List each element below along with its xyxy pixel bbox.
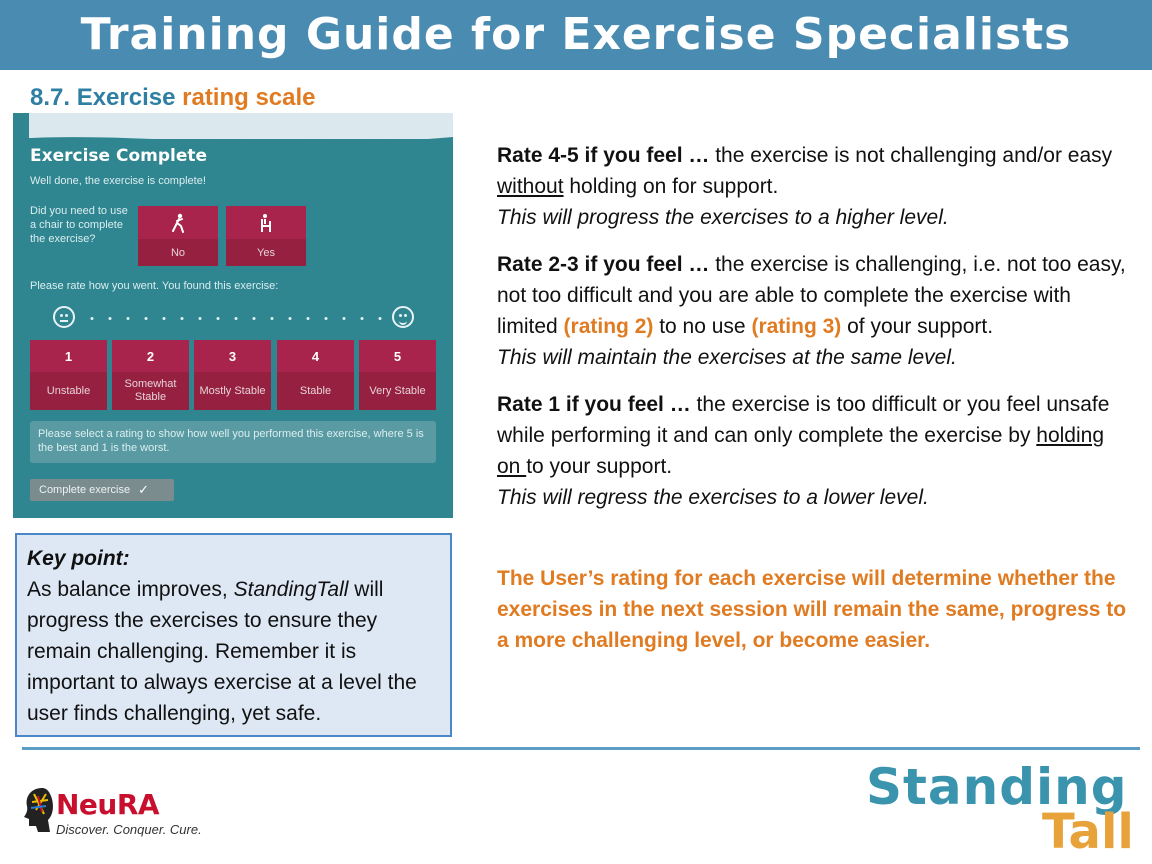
section-accent: rating scale	[182, 84, 316, 111]
rate-1-paragraph	[497, 389, 1127, 513]
rating-number: 1	[64, 348, 73, 364]
neura-name: NeuRA	[56, 788, 160, 821]
rating-label: Mostly Stable	[194, 372, 271, 410]
key-point-text-2: will progress the exercises to ensure they remain challenging. Remember it is important to always exercise at a level the user finds challenging, yet safe.	[27, 578, 417, 725]
rating-label: Very Stable	[359, 372, 436, 410]
rating-info-box: Please select a rating to show how well you performed this exercise, where 5 is the best and 1 is the worst.	[30, 421, 436, 463]
summary-text: The User’s rating for each exercise will determine whether the exercises in the next session will remain the same, progress to a more challenging level, or become easier.	[497, 567, 1127, 652]
rating-slider-track[interactable]	[83, 317, 393, 320]
key-point-title: Key point:	[27, 547, 130, 570]
chair-question: Did you need to use a chair to complete the exercise?	[30, 205, 128, 245]
rating-number: 3	[228, 348, 237, 364]
rating-number: 2	[146, 348, 155, 364]
checkmark-icon: ✓	[138, 482, 149, 497]
rating-button-2[interactable]	[112, 340, 189, 410]
rating-label: Unstable	[30, 372, 107, 410]
rate-2-3-note: This will maintain the exercises at the same level.	[497, 346, 957, 369]
chair-yes-label: Yes	[226, 239, 306, 266]
chair-yes-button[interactable]	[226, 206, 306, 266]
chair-icon	[226, 206, 306, 239]
key-point-brand: StandingTall	[233, 578, 349, 601]
neura-tagline: Discover. Conquer. Cure.	[56, 822, 202, 837]
rate-4-5-text-2: holding on for support.	[563, 175, 779, 198]
key-point-box	[15, 533, 452, 737]
sad-face-icon	[53, 306, 75, 328]
standingtall-logo-standing: Standing	[866, 758, 1128, 816]
page-title: Training Guide for Exercise Specialists	[80, 9, 1072, 60]
rate-4-5-paragraph	[497, 140, 1127, 233]
section-number: 8.7. Exercise	[30, 84, 183, 111]
rate-4-5-underline: without	[497, 175, 564, 198]
exercise-complete-screen	[13, 113, 453, 518]
key-point-text	[27, 574, 440, 729]
rate-1-underline: holding on	[497, 424, 1105, 478]
chair-no-label: No	[138, 239, 218, 266]
rating-guidance	[497, 140, 1127, 529]
neura-logo	[22, 784, 222, 844]
rating-button-5[interactable]	[359, 340, 436, 410]
rate-4-5-lead: Rate 4-5 if you feel …	[497, 144, 710, 167]
happy-face-icon	[392, 306, 414, 328]
footer-divider	[22, 747, 1140, 750]
screen-title: Exercise Complete	[30, 146, 208, 166]
section-title	[30, 84, 316, 112]
rate-4-5-note: This will progress the exercises to a higher level.	[497, 206, 949, 229]
rate-2-3-paragraph	[497, 249, 1127, 373]
rating-label: Stable	[277, 372, 354, 410]
rating-button-4[interactable]	[277, 340, 354, 410]
neura-head-icon	[22, 784, 56, 834]
rate-prompt: Please rate how you went. You found this exercise:	[30, 280, 279, 292]
rating-3-highlight: (rating 3)	[751, 315, 842, 338]
rate-2-3-lead: Rate 2-3 if you feel …	[497, 253, 710, 276]
rating-button-1[interactable]	[30, 340, 107, 410]
rate-2-3-text-3: of your support.	[841, 315, 994, 338]
rate-4-5-text-1: the exercise is not challenging and/or easy	[709, 144, 1113, 167]
rating-2-highlight: (rating 2)	[563, 315, 654, 338]
rating-label: Somewhat Stable	[112, 372, 189, 410]
key-point-text-1: As balance improves,	[27, 578, 234, 601]
header-bar	[0, 0, 1152, 70]
rating-number: 5	[393, 348, 402, 364]
complete-exercise-button[interactable]	[30, 479, 174, 501]
rate-1-note: This will regress the exercises to a lower level.	[497, 486, 929, 509]
rating-button-3[interactable]	[194, 340, 271, 410]
chair-no-button[interactable]	[138, 206, 218, 266]
screen-subtitle: Well done, the exercise is complete!	[30, 175, 206, 187]
walking-person-icon	[138, 206, 218, 239]
standingtall-logo-tall: Tall	[1042, 804, 1134, 860]
rate-2-3-text-2: to no use	[653, 315, 752, 338]
rate-1-text-2: to your support.	[526, 455, 673, 478]
rate-1-lead: Rate 1 if you feel …	[497, 393, 691, 416]
rate-1-text-1: the exercise is too difficult or you feel unsafe while performing it and can only complete the exercise by	[497, 393, 1110, 447]
rate-2-3-text-1: the exercise is challenging, i.e. not too easy, not too difficult and you are able to complete the exercise with limited	[497, 253, 1126, 338]
rating-number: 4	[311, 348, 320, 364]
complete-exercise-label: Complete exercise	[39, 484, 131, 496]
